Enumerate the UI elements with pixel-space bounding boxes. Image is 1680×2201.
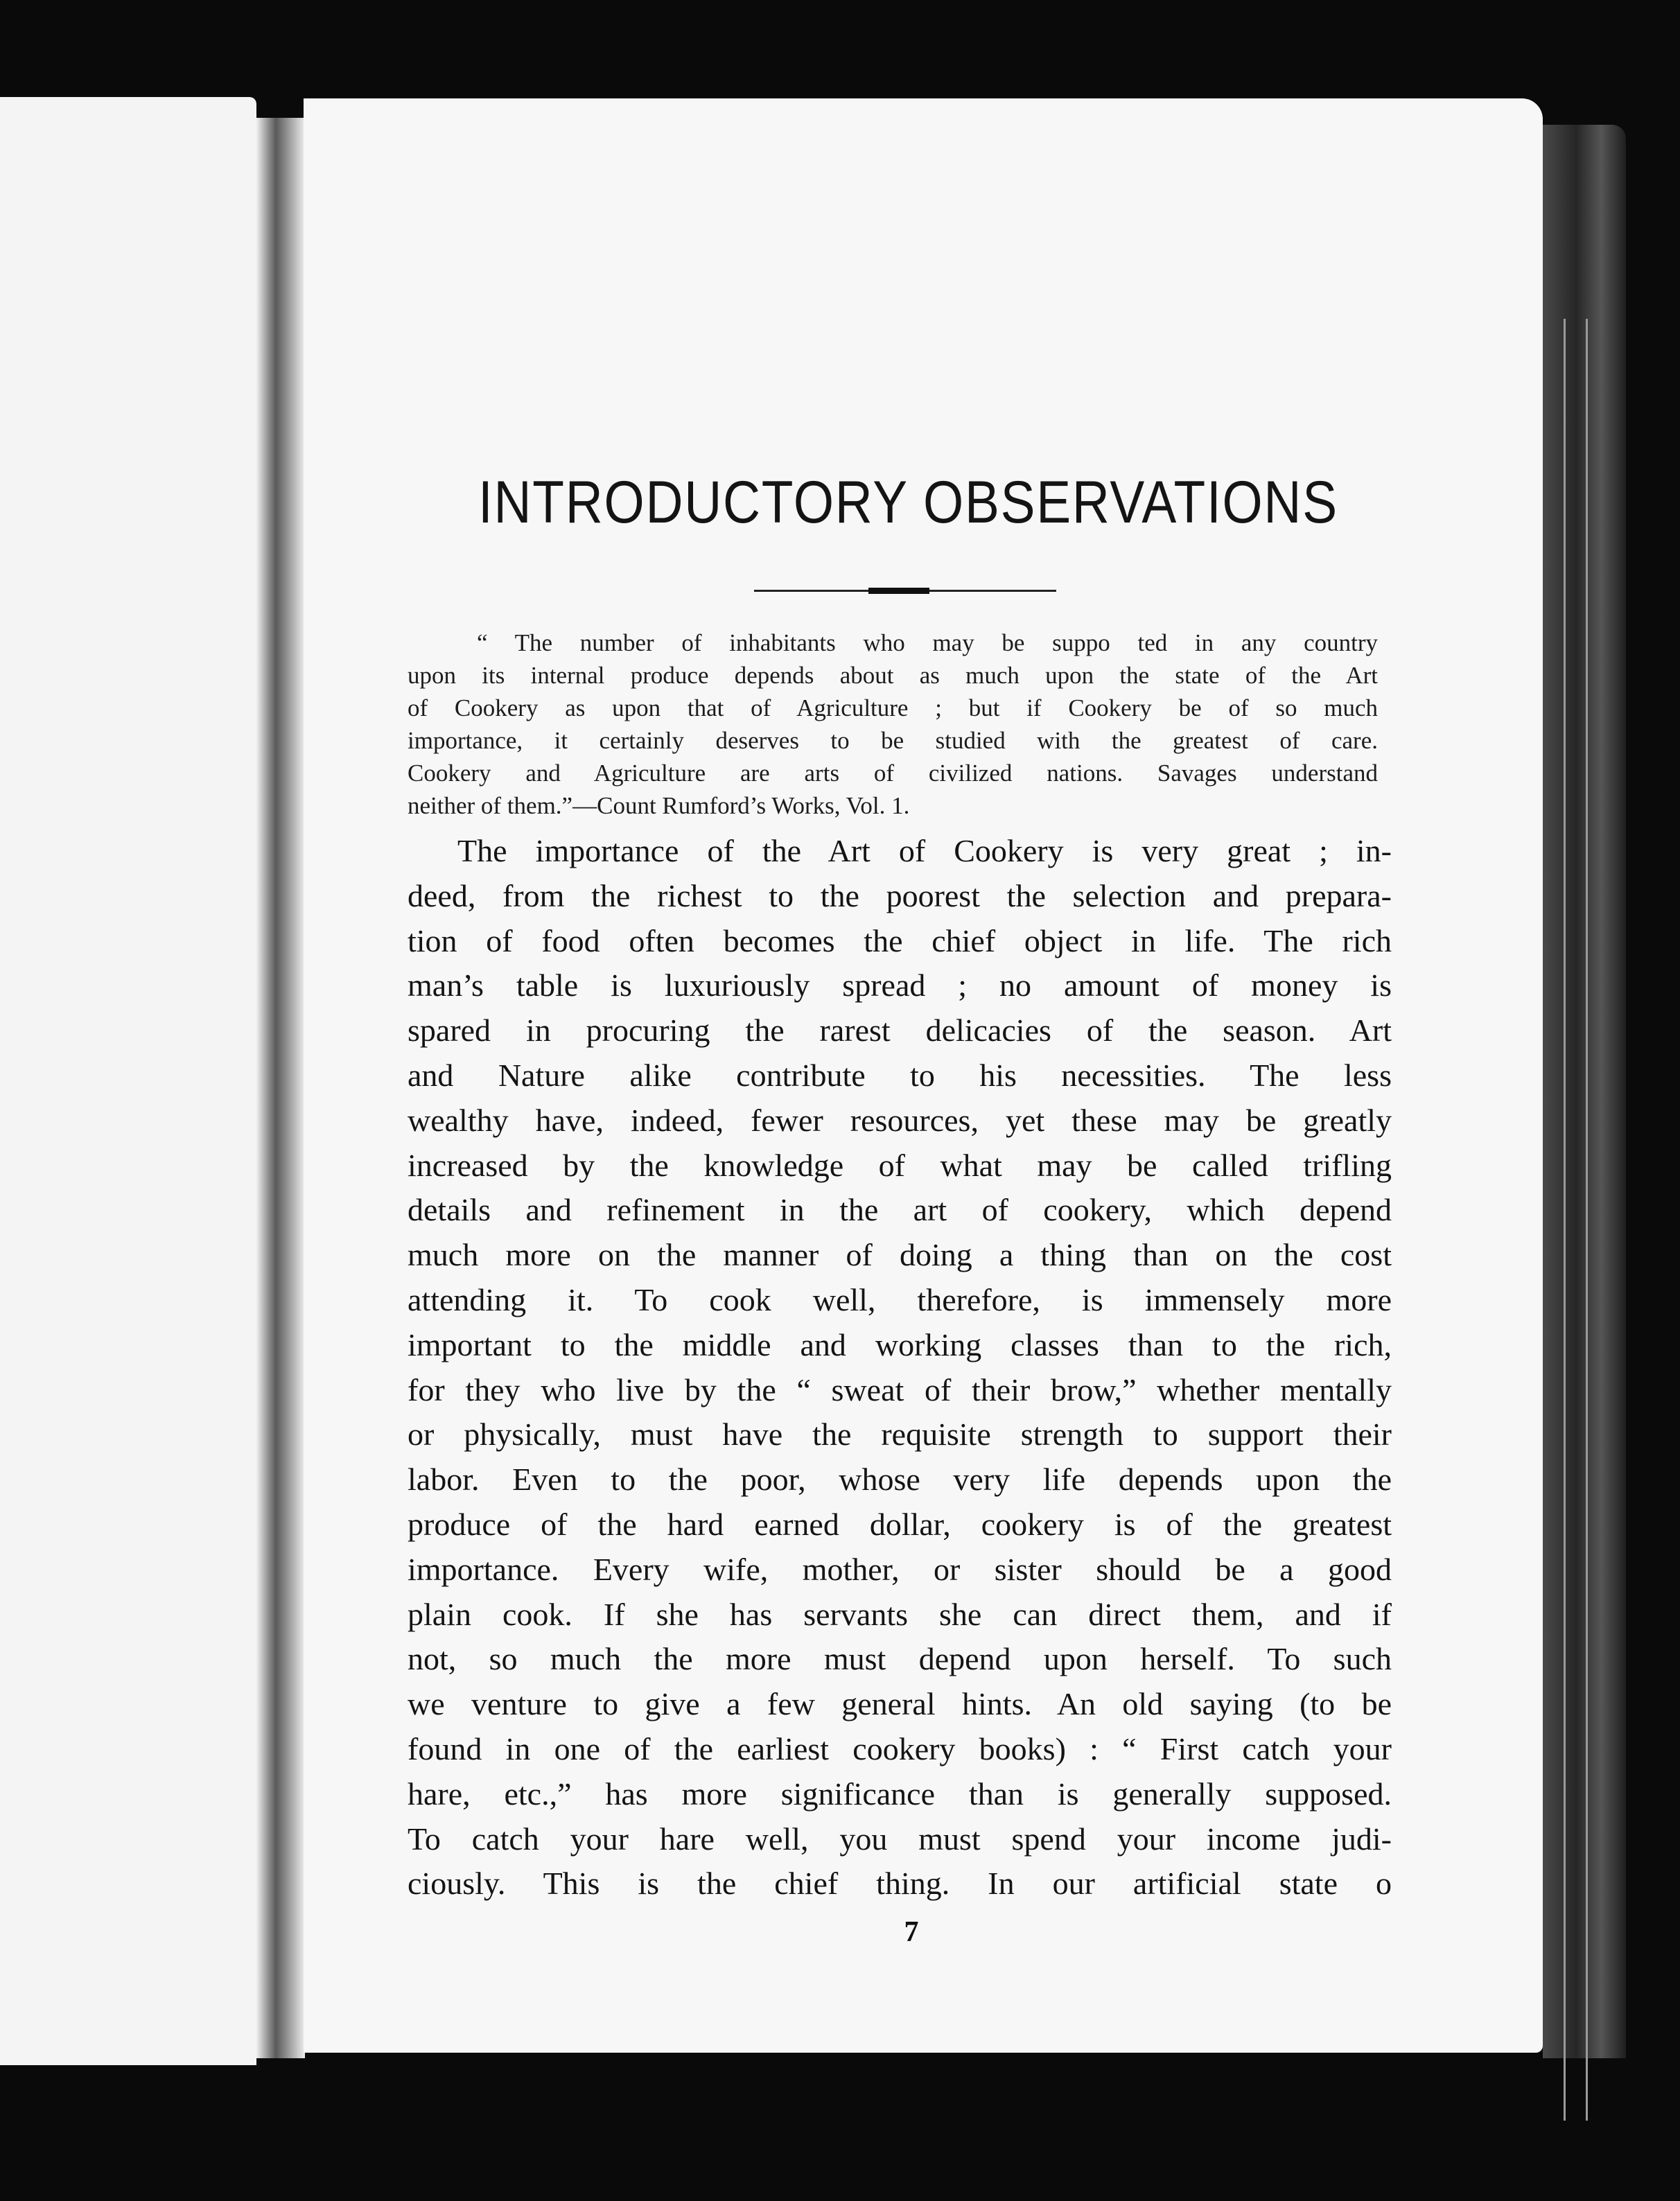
body-line: not, so much the more must depend upon herself. To such (408, 1641, 1392, 1677)
body-line: labor. Even to the poor, whose very life depends upon the (408, 1462, 1392, 1498)
body-line: details and refinement in the art of cookery, which depend (408, 1192, 1392, 1228)
book-edge (1543, 125, 1626, 2058)
body-line: much more on the manner of doing a thing than on the cost (408, 1237, 1392, 1273)
body-line: or physically, must have the requisite strength to support their (408, 1417, 1392, 1453)
body-line: deed, from the richest to the poorest the selection and prepara- (408, 877, 1392, 913)
epigraph-quote (408, 626, 1378, 822)
title-rule-ornament (868, 588, 929, 594)
page-title: INTRODUCTORY OBSERVATIONS (478, 469, 1338, 536)
epigraph-line: of Cookery as upon that of Agriculture ; but if Cookery be of so much (408, 694, 1378, 721)
body-line: ciously. This is the chief thing. In our artificial state o (408, 1866, 1392, 1902)
body-line: and Nature alike contribute to his necessities. The less (408, 1057, 1392, 1093)
body-line: for they who live by the “ sweat of their brow,” whether mentally (408, 1371, 1392, 1408)
epigraph-line: Cookery and Agriculture are arts of civilized nations. Savages understand (408, 760, 1378, 787)
book-gutter (256, 118, 305, 2058)
body-line: The importance of the Art of Cookery is very great ; in- (457, 833, 1392, 868)
body-line: plain cook. If she has servants she can direct them, and if (408, 1596, 1392, 1632)
epigraph-line: “ The number of inhabitants who may be suppo ted in any country (477, 629, 1378, 656)
epigraph-line: upon its internal produce depends about as much upon the state of the Art (408, 662, 1378, 689)
body-line: produce of the hard earned dollar, cookery is of the greatest (408, 1506, 1392, 1542)
edge-line (1586, 319, 1588, 2121)
body-line: important to the middle and working classes than to the rich, (408, 1326, 1392, 1362)
body-text (408, 829, 1392, 1906)
epigraph-line: neither of them.”—Count Rumford’s Works, Vol. 1. (408, 792, 910, 819)
page-number: 7 (904, 1916, 919, 1948)
body-line: we venture to give a few general hints. An old saying (to be (408, 1686, 1392, 1722)
epigraph-line: importance, it certainly deserves to be studied with the greatest of care. (408, 727, 1378, 754)
left-page (0, 97, 256, 2065)
body-line: tion of food often becomes the chief object in life. The rich (408, 922, 1392, 958)
body-line: attending it. To cook well, therefore, is immensely more (408, 1281, 1392, 1317)
edge-line (1564, 319, 1566, 2121)
body-line: spared in procuring the rarest delicacies of the season. Art (408, 1012, 1392, 1049)
body-line: increased by the knowledge of what may be called trifling (408, 1147, 1392, 1183)
body-line: importance. Every wife, mother, or sister should be a good (408, 1551, 1392, 1587)
body-line: found in one of the earliest cookery books) : “ First catch your (408, 1730, 1392, 1766)
body-line: wealthy have, indeed, fewer resources, yet these may be greatly (408, 1102, 1392, 1138)
body-line: hare, etc.,” has more significance than is generally supposed. (408, 1775, 1392, 1812)
body-line: man’s table is luxuriously spread ; no amount of money is (408, 967, 1392, 1003)
body-line: To catch your hare well, you must spend your income judi- (408, 1821, 1392, 1857)
